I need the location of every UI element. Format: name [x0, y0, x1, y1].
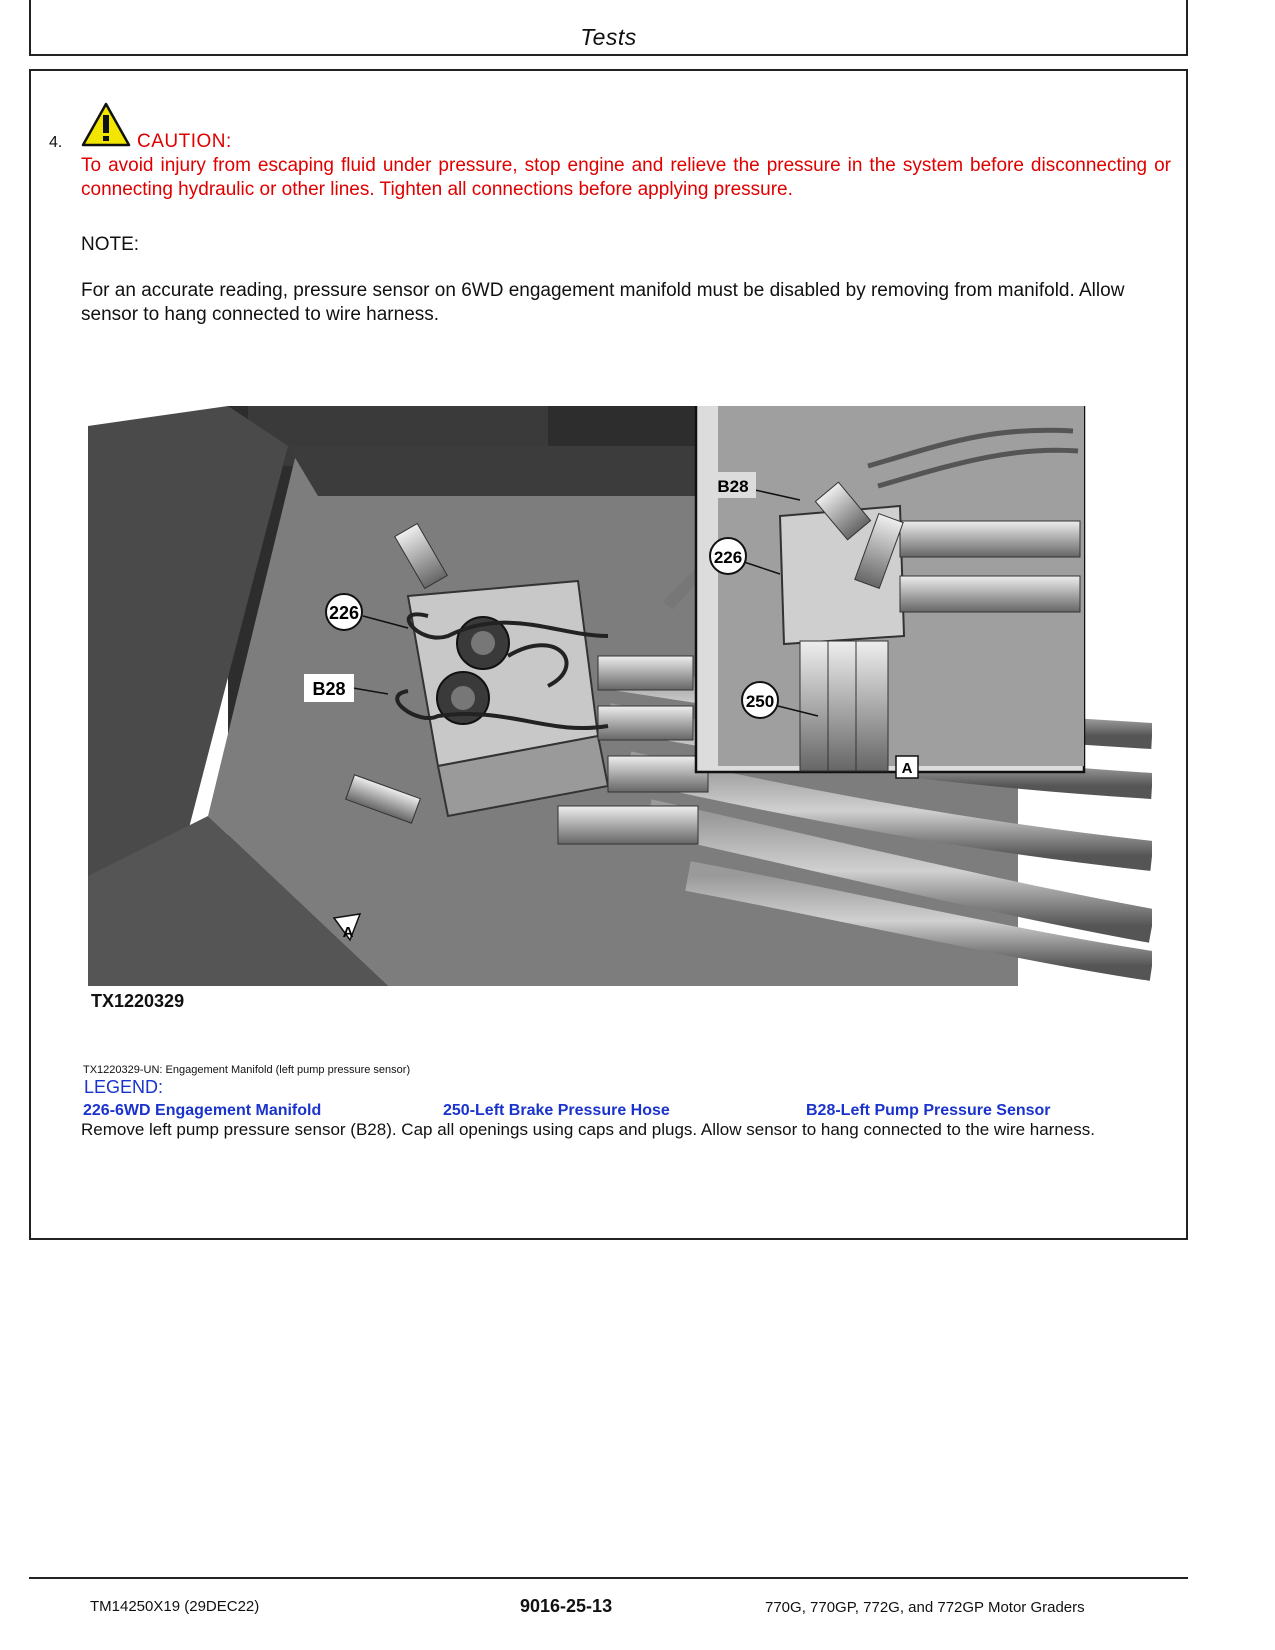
callout-a: A [342, 924, 354, 941]
step-number: 4. [49, 134, 63, 151]
inset-callout-250: 250 [745, 692, 775, 711]
inset-callout-226: 226 [713, 548, 743, 567]
figure-caption: TX1220329-UN: Engagement Manifold (left pump pressure sensor) [83, 1064, 411, 1076]
instruction-text: Remove left pump pressure sensor (B28). Cap all openings using caps and plugs. Allow sensor to hang connected to the wire harness. [81, 1120, 1095, 1139]
caution-text: To avoid injury from escaping fluid under pressure, stop engine and relieve the pressure in the system before disconnecting or connecting hydraulic or other lines. Tighten all connections before applying pressure. [81, 155, 1171, 200]
engagement-manifold-illustration [88, 406, 1152, 986]
warning-triangle-icon [81, 102, 131, 147]
footer-manual-id: TM14250X19 (29DEC22) [90, 1598, 260, 1615]
page-section-title: Tests [580, 24, 637, 50]
header-box [29, 0, 1188, 56]
note-label: NOTE: [81, 234, 140, 255]
legend-item-250: 250-Left Brake Pressure Hose [443, 1102, 670, 1119]
inset-callout-b28: B28 [717, 477, 749, 496]
footer-page-number: 9016-25-13 [520, 1596, 613, 1616]
callout-226: 226 [328, 603, 360, 623]
caution-label: CAUTION: [137, 131, 232, 152]
figure-id: TX1220329 [91, 991, 185, 1011]
inset-callout-a: A [901, 760, 913, 777]
legend-item-b28: B28-Left Pump Pressure Sensor [806, 1102, 1051, 1119]
footer-divider [29, 1577, 1188, 1579]
legend-item-226: 226-6WD Engagement Manifold [83, 1102, 322, 1119]
legend-title: LEGEND: [84, 1077, 164, 1097]
note-text: For an accurate reading, pressure sensor on 6WD engagement manifold must be disabled by removing from manifold. Allow sensor to hang connected to wire harness. [81, 280, 1125, 325]
footer-model-list: 770G, 770GP, 772G, and 772GP Motor Graders [765, 1599, 1085, 1616]
callout-b28: B28 [312, 679, 346, 699]
